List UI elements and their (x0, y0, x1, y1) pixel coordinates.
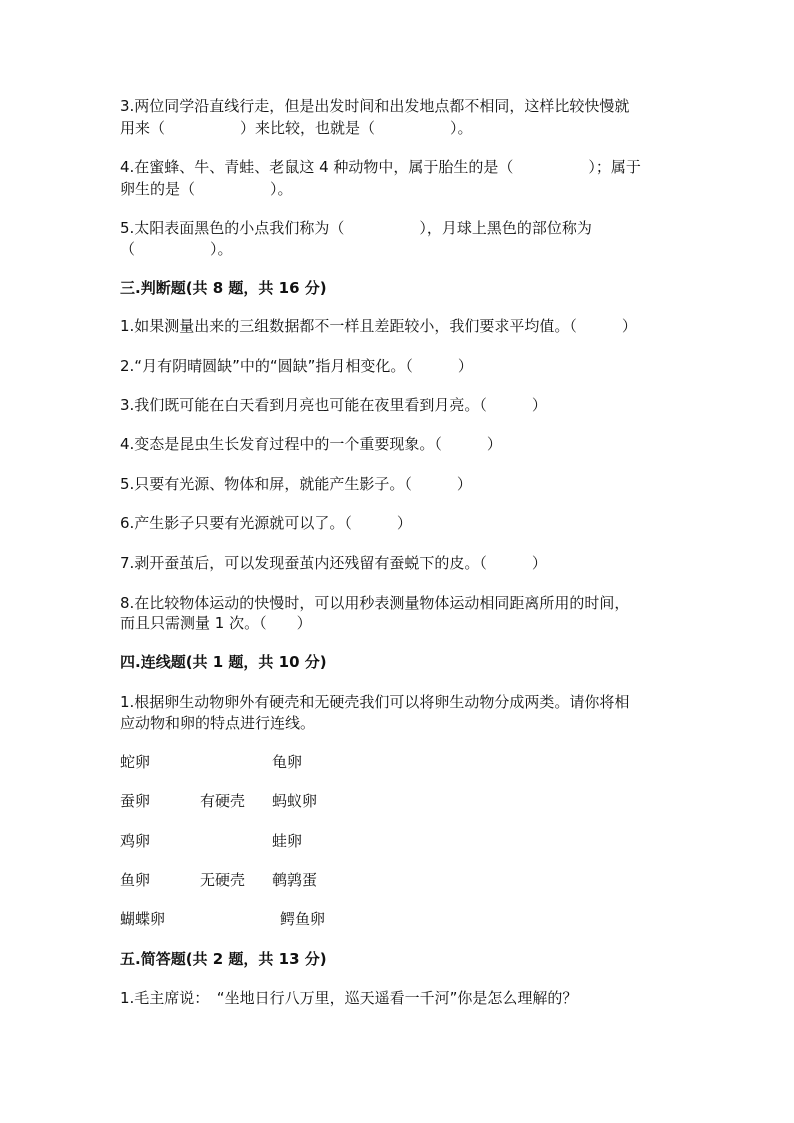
q2-5-line2: （ ）。 (120, 240, 233, 258)
left-item-snake-egg: 蛇卵 (120, 753, 151, 771)
middle-item-hard-shell: 有硬壳 (200, 792, 246, 810)
q3-6: 6.产生影子只要有光源就可以了。（ ） (120, 514, 412, 532)
q2-4-line1: 4.在蜜蜂、牛、青蛙、老鼠这 4 种动物中，属于胎生的是（ ）；属于 (120, 158, 641, 176)
q3-4: 4.变态是昆虫生长发育过程中的一个重要现象。（ ） (120, 435, 502, 453)
q3-2: 2.“月有阴晴圆缺”中的“圆缺”指月相变化。（ ） (120, 357, 473, 375)
q3-7: 7.剥开蚕茧后，可以发现蚕茧内还残留有蚕蜕下的皮。（ ） (120, 554, 547, 572)
right-item-ant-egg: 蚂蚁卵 (272, 792, 318, 810)
q2-5-line1: 5.太阳表面黑色的小点我们称为（ ），月球上黑色的部位称为 (120, 219, 592, 237)
left-item-silkworm-egg: 蚕卵 (120, 792, 151, 810)
right-item-frog-egg: 蛙卵 (272, 832, 303, 850)
section3-heading: 三.判断题(共 8 题，共 16 分) (120, 279, 327, 297)
q3-5: 5.只要有光源、物体和屏，就能产生影子。（ ） (120, 475, 472, 493)
middle-item-no-hard-shell: 无硬壳 (200, 871, 246, 889)
q2-4-line2: 卵生的是（ ）。 (120, 180, 293, 198)
q2-3-line2: 用来（ ）来比较，也就是（ ）。 (120, 119, 473, 137)
section5-heading: 五.简答题(共 2 题，共 13 分) (120, 950, 327, 968)
q3-8-line2: 而且只需测量 1 次。（ ） (120, 614, 312, 632)
left-item-chicken-egg: 鸡卵 (120, 832, 151, 850)
right-item-crocodile-egg: 鳄鱼卵 (280, 910, 326, 928)
section4-heading: 四.连线题(共 1 题，共 10 分) (120, 653, 327, 671)
q4-1-line1: 1.根据卵生动物卵外有硬壳和无硬壳我们可以将卵生动物分成两类。请你将相 (120, 693, 630, 711)
left-item-butterfly-egg: 蝴蝶卵 (120, 910, 166, 928)
left-item-fish-egg: 鱼卵 (120, 871, 151, 889)
q3-8-line1: 8.在比较物体运动的快慢时，可以用秒表测量物体运动相同距离所用的时间， (120, 594, 630, 612)
q5-1: 1.毛主席说： “坐地日行八万里，巡天遥看一千河”你是怎么理解的？ (120, 989, 578, 1007)
q3-3: 3.我们既可能在白天看到月亮也可能在夜里看到月亮。（ ） (120, 396, 547, 414)
q3-1: 1.如果测量出来的三组数据都不一样且差距较小，我们要求平均值。（ ） (120, 317, 637, 335)
right-item-turtle-egg: 龟卵 (272, 753, 303, 771)
q2-3-line1: 3.两位同学沿直线行走，但是出发时间和出发地点都不相同，这样比较快慢就 (120, 97, 630, 115)
right-item-quail-egg: 鹌鹑蛋 (272, 871, 318, 889)
q4-1-line2: 应动物和卵的特点进行连线。 (120, 714, 316, 732)
